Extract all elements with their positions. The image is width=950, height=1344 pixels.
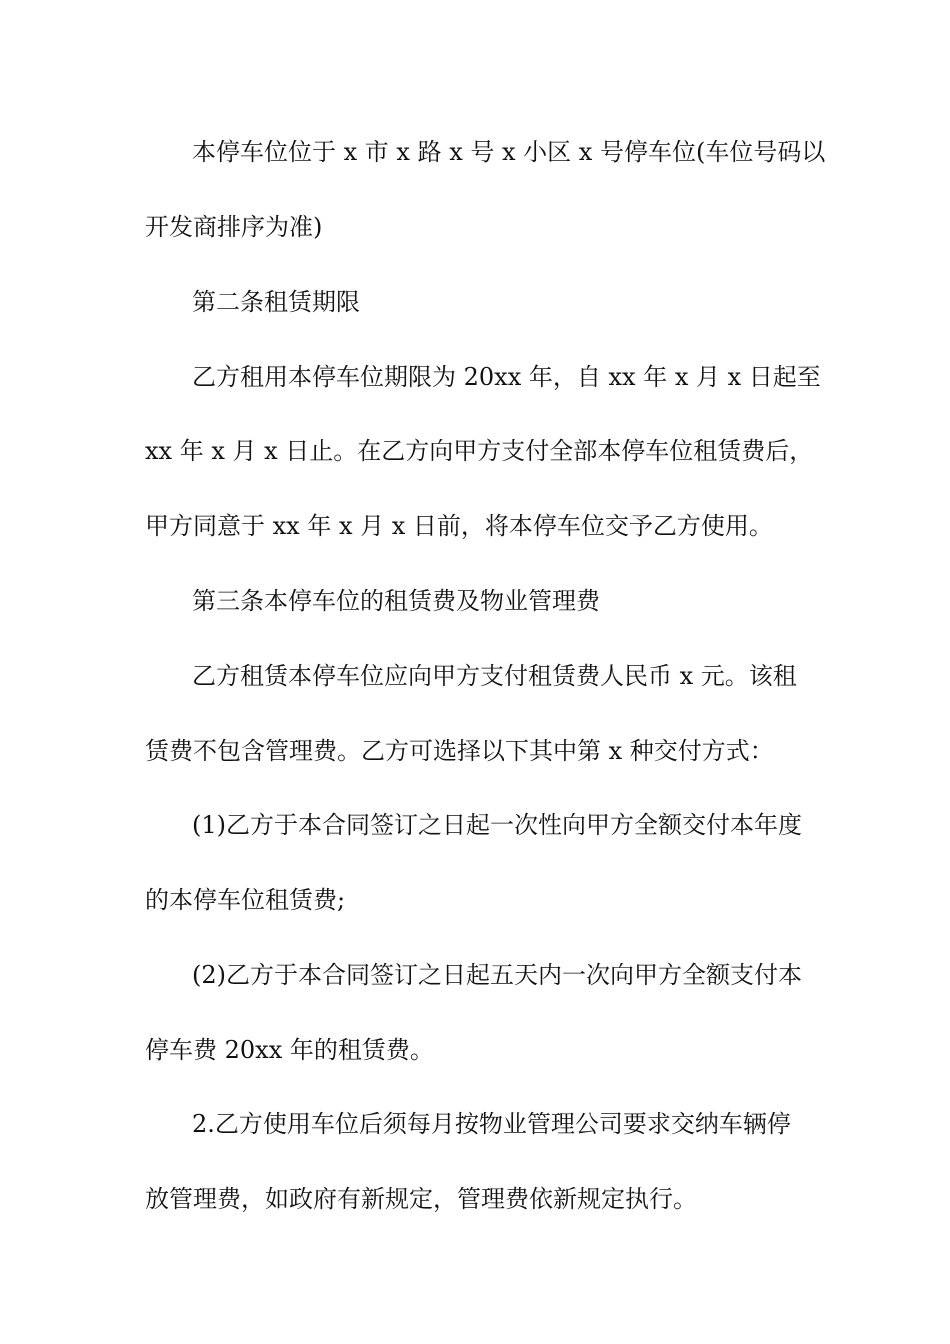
paragraph-8-line-1: 2.乙方使用车位后须每月按物业管理公司要求交纳车辆停	[192, 1110, 791, 1138]
paragraph-5-line-2: 赁费不包含管理费。乙方可选择以下其中第 x 种交付方式：	[145, 737, 774, 765]
paragraph-7-line-2: 停车费 20xx 年的租赁费。	[145, 1036, 434, 1064]
paragraph-5-line-1: 乙方租赁本停车位应向甲方支付租赁费人民币 x 元。该租	[192, 662, 797, 690]
paragraph-8-line-2: 放管理费，如政府有新规定，管理费依新规定执行。	[145, 1185, 697, 1213]
section-heading-2: 第二条租赁期限	[192, 288, 360, 316]
paragraph-6-line-1: (1)乙方于本合同签订之日起一次性向甲方全额交付本年度	[192, 811, 802, 839]
section-heading-3: 第三条本停车位的租赁费及物业管理费	[192, 587, 600, 615]
paragraph-3-line-2: xx 年 x 月 x 日止。在乙方向甲方支付全部本停车位租赁费后，	[145, 437, 814, 465]
paragraph-3-line-3: 甲方同意于 xx 年 x 月 x 日前，将本停车位交予乙方使用。	[145, 512, 773, 540]
paragraph-3-line-1: 乙方租用本停车位期限为 20xx 年，自 xx 年 x 月 x 日起至	[192, 363, 821, 391]
paragraph-7-line-1: (2)乙方于本合同签订之日起五天内一次向甲方全额支付本	[192, 961, 802, 989]
paragraph-1-line-2: 开发商排序为准)	[145, 213, 323, 241]
paragraph-6-line-2: 的本停车位租赁费;	[145, 886, 346, 914]
paragraph-1-line-1: 本停车位位于 x 市 x 路 x 号 x 小区 x 号停车位(车位号码以	[192, 138, 826, 166]
